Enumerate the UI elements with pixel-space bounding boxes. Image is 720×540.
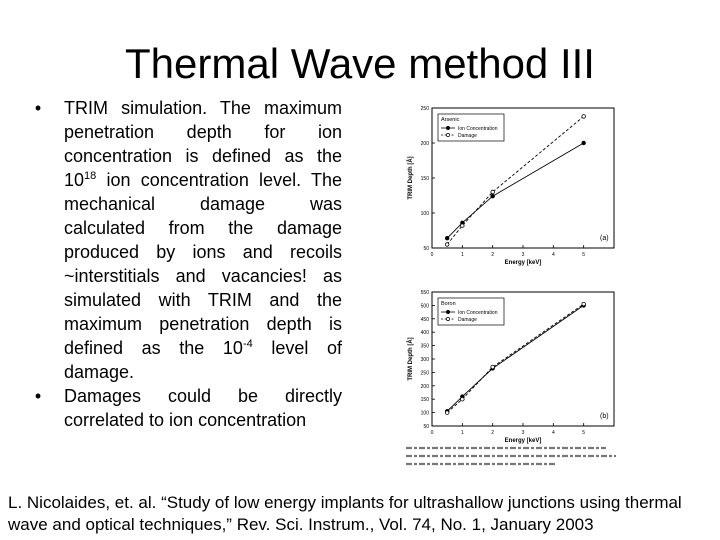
legend-title: Boron [441, 301, 456, 307]
chart-panel-b [407, 290, 614, 444]
trim-depth-charts-svg [398, 100, 624, 485]
y-tick-label: 200 [420, 383, 429, 390]
data-point-ion-concentration [491, 194, 495, 198]
x-tick-label: 3 [521, 430, 525, 436]
data-point-damage [445, 243, 449, 247]
legend-title: Arsenic [441, 117, 460, 123]
legend-marker [446, 126, 449, 129]
legend-entry: Damage [458, 317, 477, 323]
x-axis-label: Energy [keV] [504, 438, 542, 444]
y-tick-label: 250 [420, 106, 429, 112]
data-point-ion-concentration [582, 141, 586, 145]
x-tick-label: 3 [521, 252, 525, 258]
bullet-item-damages [28, 384, 342, 432]
x-tick-label: 2 [491, 430, 495, 436]
bullet-text: Damages could be directly correlated to ion concentration [64, 386, 342, 430]
bullet-marker: • [34, 386, 42, 406]
y-tick-label: 200 [420, 141, 429, 147]
panel-label: (a) [600, 235, 609, 242]
y-tick-label: 250 [420, 370, 429, 377]
x-tick-label: 2 [491, 252, 495, 258]
legend-entry: Damage [458, 133, 477, 139]
y-tick-label: 50 [423, 424, 429, 430]
data-point-damage [582, 115, 586, 119]
x-tick-label: 4 [551, 430, 555, 436]
y-tick-label: 450 [420, 316, 429, 323]
y-axis-label: TRIM Depth [Å] [408, 156, 414, 200]
bullet-text-part1: TRIM simulation. The maximum penetration depth for ion concentration is defined as the 10 [64, 98, 342, 190]
x-tick-label: 4 [551, 252, 555, 258]
y-tick-label: 50 [423, 246, 429, 252]
slide-title: Thermal Wave method III [125, 40, 595, 87]
legend-entry: Ion Concentration [458, 126, 498, 132]
bullet-text-part2: ion concentration level. The mechanical damage was calculated from the damage produced by ions and recoils ~interstitials and vacancies! as simulated with TRIM and the maximum penetration depth is defined as the 10 [64, 170, 342, 358]
y-axis-label: TRIM Depth [Å] [408, 337, 414, 381]
legend-entry: Ion Concentration [458, 310, 498, 316]
x-tick-label: 5 [582, 252, 586, 258]
legend-marker [446, 317, 449, 320]
x-tick-label: 1 [460, 430, 464, 436]
data-point-damage [582, 302, 586, 306]
data-point-damage [445, 411, 449, 415]
y-tick-label: 150 [420, 176, 429, 182]
bullet-superscript-minus4: -4 [242, 338, 253, 350]
series-line-ion-concentration [447, 143, 584, 238]
legend-marker [446, 133, 449, 136]
x-tick-label: 0 [430, 252, 434, 258]
x-tick-label: 1 [460, 252, 464, 258]
y-tick-label: 100 [420, 211, 429, 217]
legend-marker [446, 310, 449, 313]
bullet-marker: • [34, 98, 42, 118]
data-point-damage [491, 365, 495, 369]
x-tick-label: 5 [582, 430, 586, 436]
y-tick-label: 350 [420, 343, 429, 350]
bullet-list [28, 96, 342, 432]
y-tick-label: 500 [420, 303, 429, 310]
x-tick-label: 0 [430, 430, 434, 436]
x-axis-label: Energy [keV] [504, 260, 542, 266]
bullet-item-trim [28, 96, 342, 384]
trim-depth-figure [398, 100, 624, 485]
data-point-damage [461, 397, 465, 401]
data-point-damage [491, 190, 495, 194]
figure-caption-scan [406, 448, 616, 464]
y-tick-label: 300 [420, 357, 429, 363]
bullet-text-part3: level of damage. [64, 338, 342, 382]
data-point-ion-concentration [445, 236, 449, 240]
bullet-superscript-18: 18 [84, 170, 97, 182]
chart-panel-a [407, 106, 614, 266]
data-point-damage [461, 224, 465, 228]
panel-label: (b) [600, 413, 609, 420]
citation: L. Nicolaides, et. al. “Study of low energy implants for ultrashallow junctions using thermal wave and optical techniques,” Rev. Sci. Instrum., Vol. 74, No. 1, January 2003 [8, 493, 682, 534]
y-tick-label: 150 [420, 397, 429, 404]
y-tick-label: 100 [420, 410, 429, 417]
y-tick-label: 400 [420, 330, 429, 337]
y-tick-label: 550 [420, 290, 429, 296]
